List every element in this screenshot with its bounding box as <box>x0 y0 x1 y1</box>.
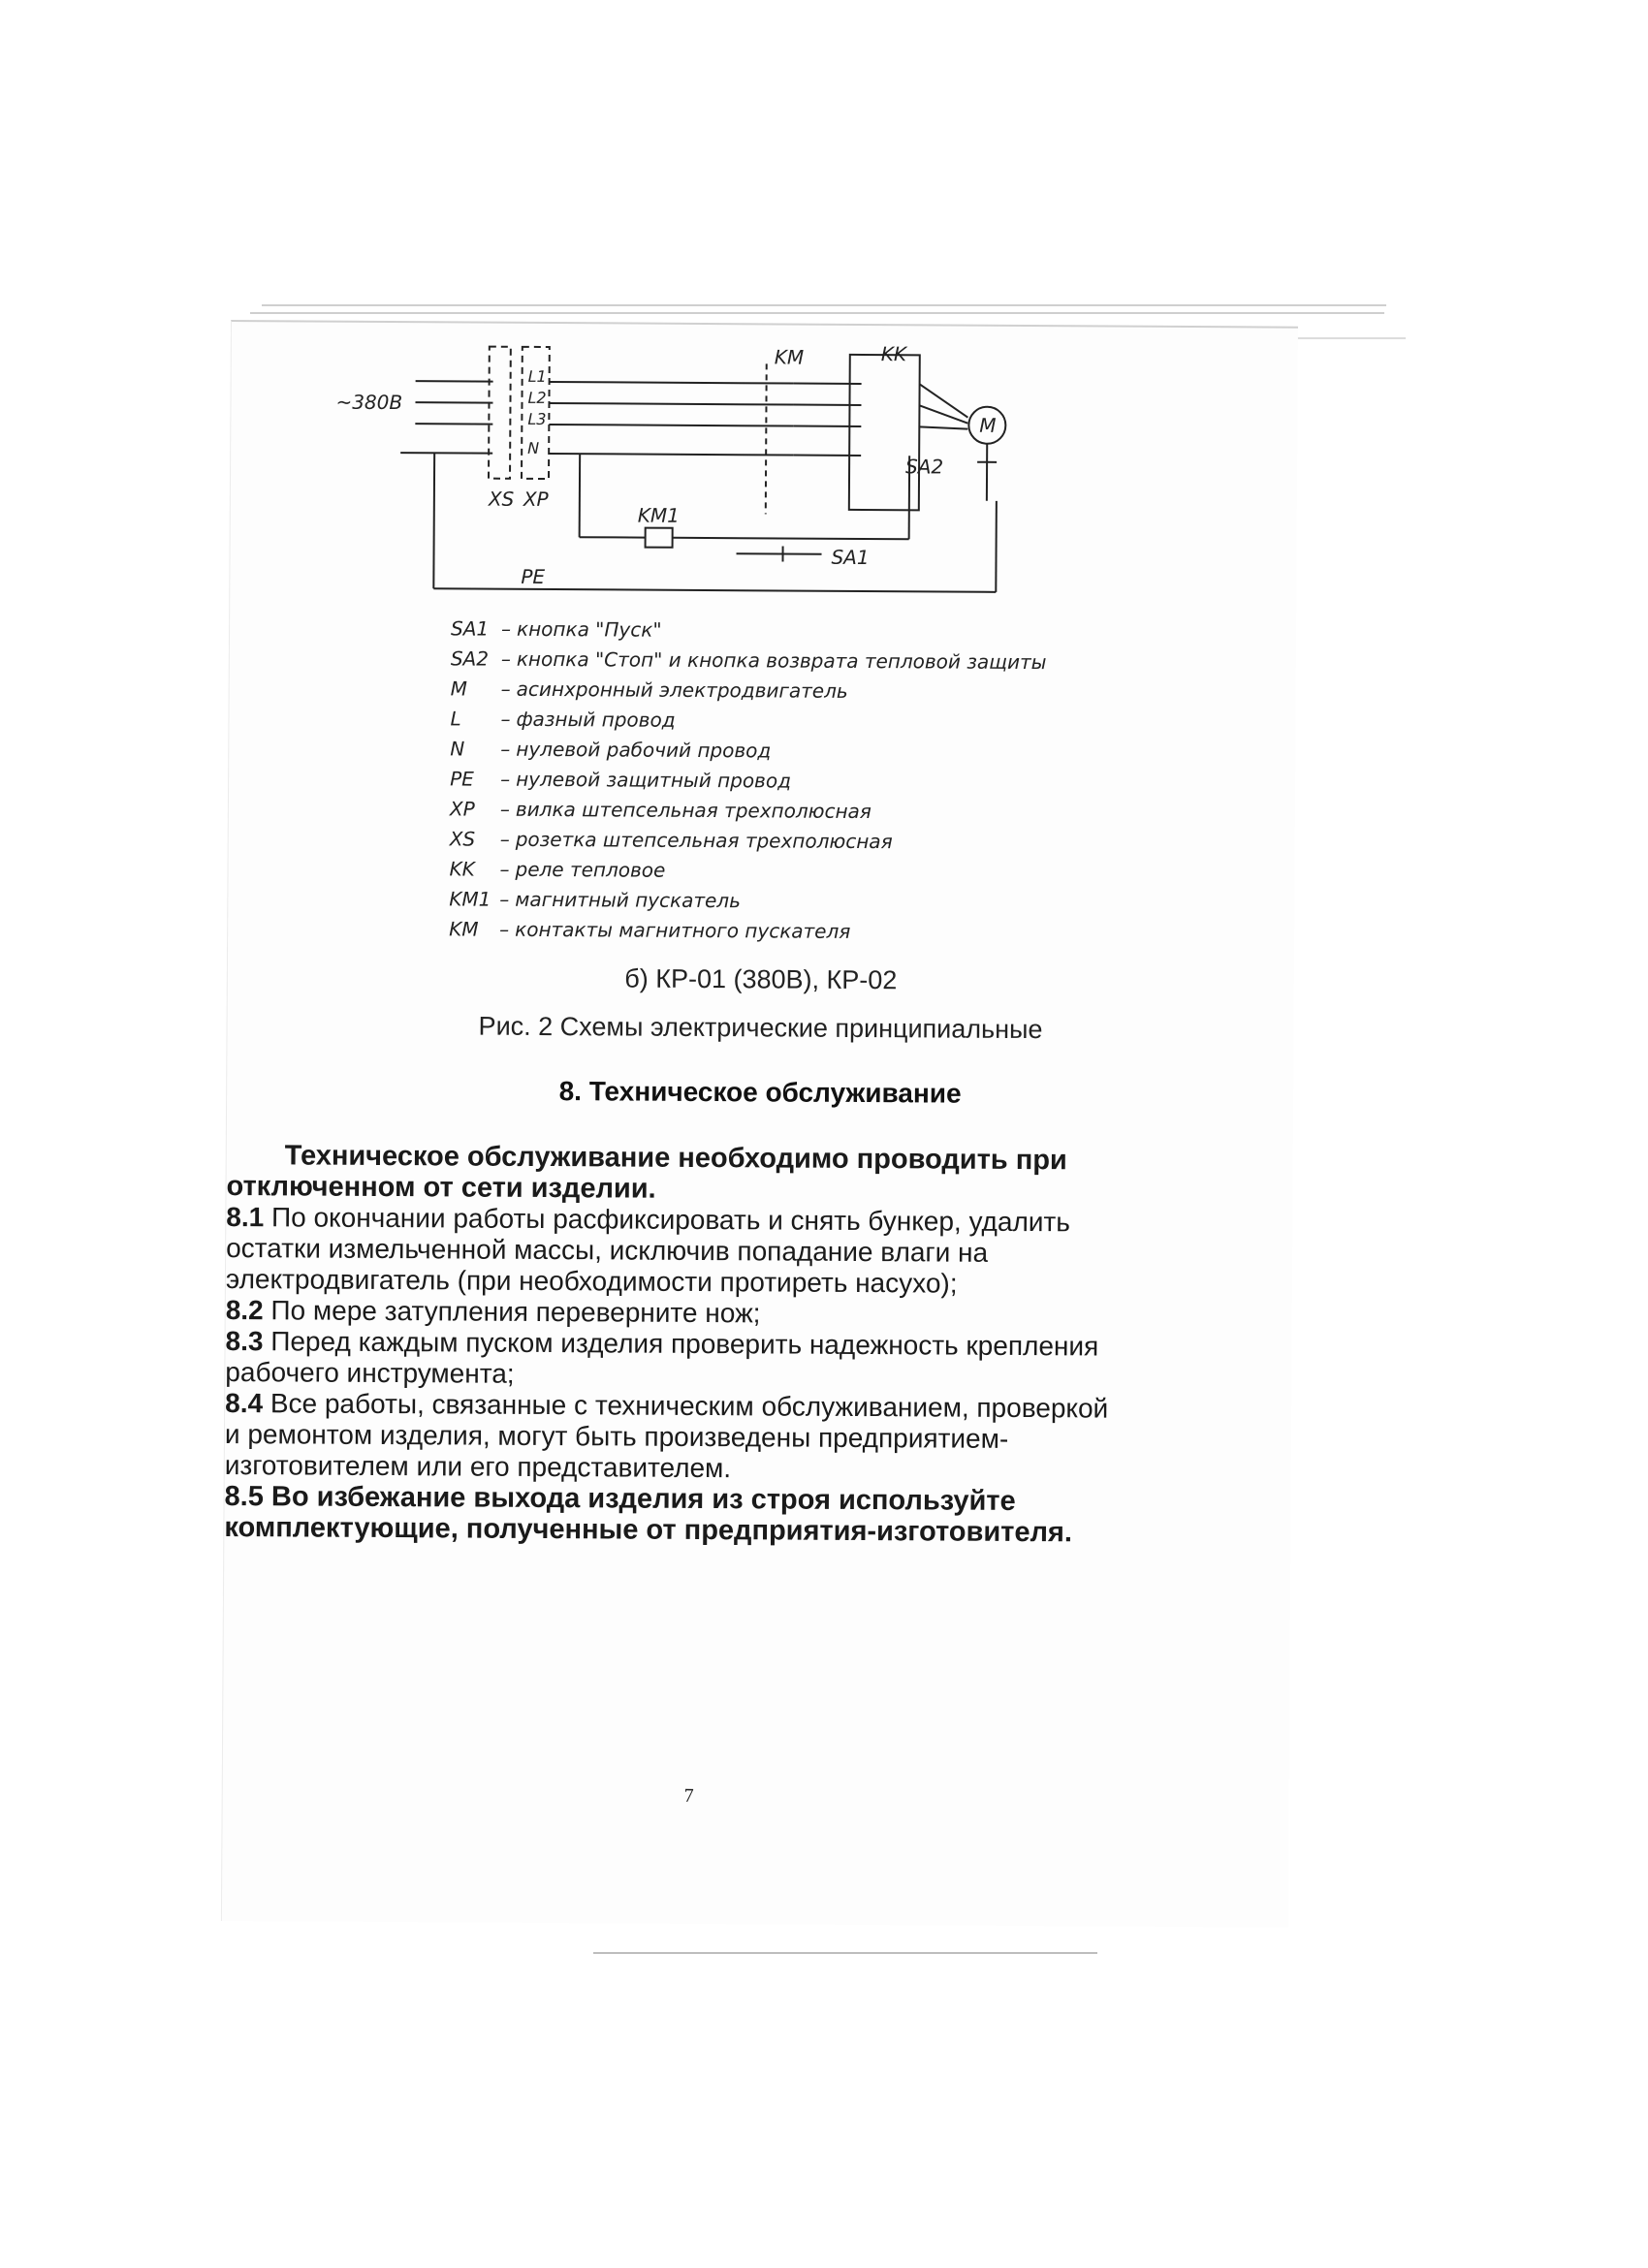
xp-label: XP <box>523 487 549 512</box>
motor-label: M <box>979 413 997 437</box>
l2-label: L2 <box>527 388 547 407</box>
legend-dash: – <box>500 616 512 641</box>
legend-dash: – <box>500 646 511 671</box>
legend-desc: нулевой рабочий провод <box>516 737 772 763</box>
page-bottom-edge <box>593 1952 1097 1954</box>
item-8-5: 8.5 Во избежание выхода изделия из строя используйте комплектующие, полученные от предприятия-изготовителя. <box>224 1480 1073 1549</box>
legend-code: XS <box>449 827 476 851</box>
pe-label: PE <box>521 564 546 588</box>
legend-code: KM1 <box>449 887 491 911</box>
page-number: 7 <box>683 1784 694 1807</box>
legend-row <box>449 884 1050 918</box>
l3-label: L3 <box>527 409 547 428</box>
item-number: 8.1 <box>226 1201 265 1233</box>
legend-row <box>450 764 1051 798</box>
figure-caption: Рис. 2 Схемы электрические принципиальные <box>478 1011 1043 1045</box>
km1-label: KM1 <box>637 503 680 527</box>
item-text: Перед каждым пуском изделия проверить надежность крепления рабочего инструмента; <box>225 1326 1099 1389</box>
legend-dash: – <box>499 857 510 881</box>
legend-desc: кнопка "Пуск" <box>516 616 662 642</box>
section-title: 8. Техническое обслуживание <box>558 1076 962 1109</box>
legend-code: M <box>450 677 468 701</box>
item-8-4 <box>225 1388 1127 1487</box>
item-text: По мере затупления переверните нож; <box>263 1295 761 1329</box>
legend-desc: кнопка "Стоп" и кнопка возврата тепловой защиты <box>516 646 1047 675</box>
document-page <box>221 320 1298 1928</box>
legend-code: XP <box>449 797 475 821</box>
item-number: 8.3 <box>225 1325 264 1357</box>
l1-label: L1 <box>527 366 547 386</box>
legend-desc: нулевой защитный провод <box>516 767 792 793</box>
legend-code: PE <box>450 767 474 791</box>
legend-desc: контакты магнитного пускателя <box>515 917 851 943</box>
legend-desc: фазный провод <box>516 707 676 732</box>
section-body <box>224 1140 1128 1549</box>
legend-row <box>451 644 1052 677</box>
legend-dash: – <box>500 767 511 791</box>
legend-code: SA2 <box>450 646 490 671</box>
socket-xs <box>489 347 511 479</box>
legend-code: L <box>450 707 461 731</box>
km-contacts <box>766 363 767 514</box>
figure-subcaption: б) КР-01 (380В), КР-02 <box>624 963 898 995</box>
item-number: 8.4 <box>225 1387 264 1419</box>
sa2-label: SA2 <box>905 455 944 479</box>
item-text: По окончании работы расфиксировать и снять бункер, удалить остатки измельченной массы, исключив попадание влаги на электродвигатель (при необходимости протиреть насухо); <box>225 1202 1070 1299</box>
sa1-label: SA1 <box>831 545 870 570</box>
schematic-legend <box>449 614 1052 948</box>
legend-row <box>450 704 1051 738</box>
legend-code: SA1 <box>450 616 490 641</box>
legend-dash: – <box>499 827 510 851</box>
legend-dash: – <box>500 737 511 761</box>
legend-desc: магнитный пускатель <box>515 887 742 913</box>
legend-dash: – <box>500 677 511 701</box>
item-number: 8.2 <box>225 1294 264 1326</box>
legend-desc: розетка штепсельная трехполюсная <box>515 827 893 854</box>
legend-code: KM <box>449 917 479 941</box>
legend-dash: – <box>499 797 510 821</box>
legend-row <box>449 914 1050 948</box>
item-text: Все работы, связанные с техническим обслуживанием, проверкой и ремонтом изделия, могут быть произведены предприятием-изготовителем или его представителем. <box>224 1388 1109 1484</box>
page-edge-2 <box>250 312 1384 314</box>
n-label: N <box>527 438 540 457</box>
page-edge-1 <box>262 304 1386 306</box>
legend-row <box>450 824 1051 858</box>
legend-code: N <box>450 737 465 761</box>
legend-dash: – <box>499 887 510 911</box>
legend-row <box>450 794 1051 828</box>
supply-label: ~380В <box>335 390 403 415</box>
legend-code: KK <box>449 857 475 881</box>
item-8-1 <box>226 1202 1128 1301</box>
xs-label: XS <box>488 487 515 511</box>
legend-dash: – <box>499 917 510 941</box>
legend-desc: реле тепловое <box>515 857 666 882</box>
legend-desc: асинхронный электродвигатель <box>516 677 848 703</box>
item-8-3 <box>225 1326 1126 1394</box>
legend-row <box>450 734 1051 768</box>
warning-text: Техническое обслуживание необходимо проводить при отключенном от сети изделии. <box>226 1140 1067 1205</box>
legend-desc: вилка штепсельная трехполюсная <box>515 797 872 824</box>
legend-dash: – <box>500 707 511 731</box>
km1-coil <box>646 528 673 548</box>
circuit-schematic <box>335 332 1250 628</box>
legend-row <box>449 854 1050 888</box>
kk-label: KK <box>880 342 907 366</box>
legend-row <box>451 614 1052 647</box>
km-label: KM <box>774 345 805 369</box>
legend-row <box>451 674 1052 708</box>
